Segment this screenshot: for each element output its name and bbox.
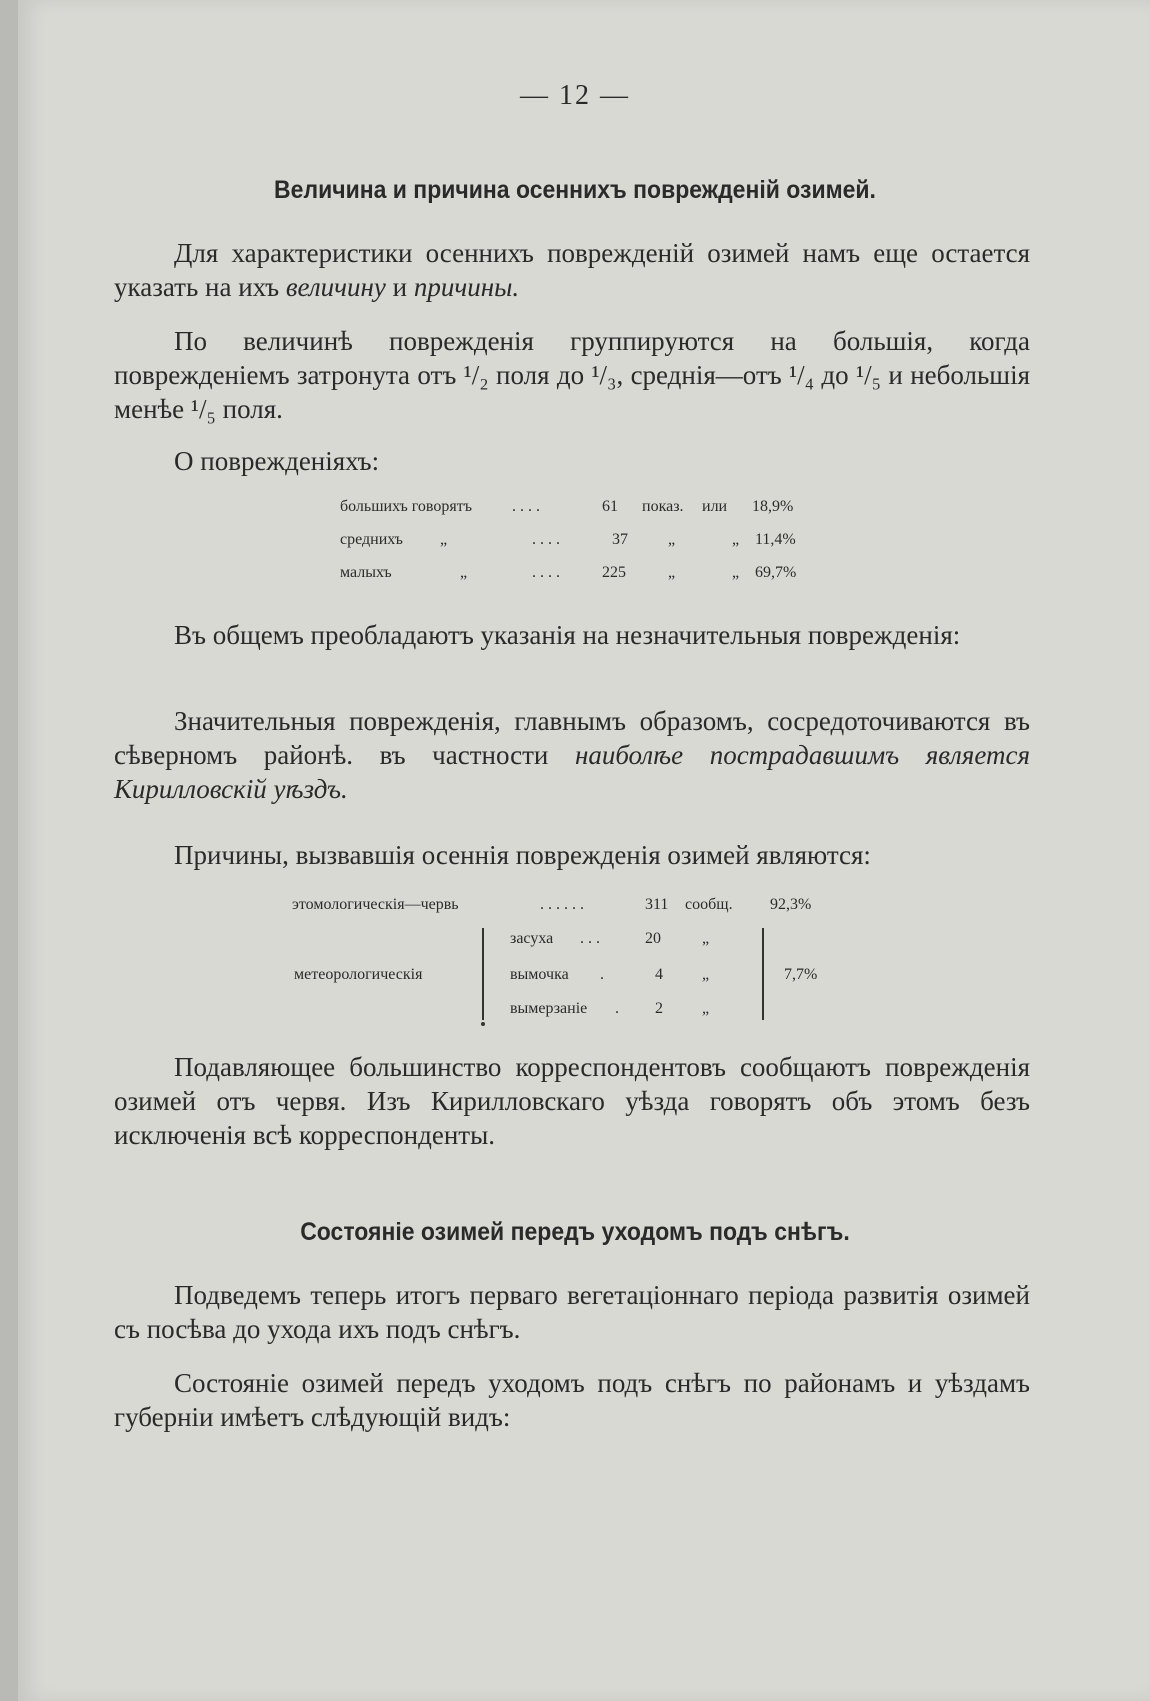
brace-dot: [481, 1022, 485, 1026]
paragraph-district-state: Состояніе озимей передъ уходомъ подъ снѣгъ по районамъ и уѣздамъ губерніи имѣетъ слѣдующій видъ:: [114, 1368, 1030, 1432]
row-label: засуха: [510, 930, 554, 947]
paragraph-intro: [114, 236, 1030, 304]
row-value: 225: [602, 564, 626, 581]
leader-dots: . . . .: [532, 564, 560, 581]
damage-row-medium: [340, 523, 860, 556]
row-conj: или: [702, 498, 728, 515]
row-percent: 11,4%: [755, 531, 796, 548]
italic-text: наиболѣе пострадавшимъ является Кирилловскій уѣздъ.: [114, 740, 1030, 804]
row-unit: „: [668, 531, 676, 548]
meteo-percent: 7,7%: [784, 966, 818, 983]
section-heading-damage: Величина и причина осеннихъ поврежденій озимей.: [274, 176, 876, 204]
row-value: 311: [645, 896, 669, 913]
meteo-row-soaking: [510, 958, 730, 991]
meteo-row-drought: [510, 922, 730, 955]
paragraph-causes: Причины, вызвавшія осеннія поврежденія озимей являются:: [174, 840, 871, 870]
row-percent: 18,9%: [752, 498, 794, 515]
row-label: среднихъ: [340, 531, 403, 548]
row-percent: 92,3%: [770, 896, 812, 913]
leader-dots: . . . .: [532, 531, 560, 548]
row-conj: „: [732, 564, 740, 581]
ditto-mark: „: [702, 1000, 710, 1017]
ditto-mark: „: [440, 531, 448, 548]
leader-dots: .: [615, 1000, 619, 1017]
leader-dots: . . .: [580, 930, 600, 947]
brace-right: [762, 928, 764, 1020]
leader-dots: . . . . . .: [540, 896, 584, 913]
text-run: Значительныя поврежденія, главнымъ образомъ, сосредоточиваются въ сѣверномъ районѣ. въ частности: [114, 706, 1030, 770]
cause-row-entomological: [292, 888, 852, 921]
row-percent: 69,7%: [755, 564, 797, 581]
paragraph-damage-intro: О поврежденіяхъ:: [174, 446, 380, 476]
text-run: Для характеристики осеннихъ поврежденій озимей намъ еще остается указать на ихъ: [114, 238, 1030, 302]
paragraph-damage-size: По величинѣ поврежденія группируются на большія, когда поврежденіемъ затронута отъ ¹/₂ поля до ¹/₃, среднія—отъ ¹/₄ до ¹/₅ и небольшія менѣе ¹/₅ поля.: [114, 326, 1030, 424]
damage-row-large: [340, 490, 794, 523]
row-label: большихъ говорятъ: [340, 498, 472, 515]
italic-text: величину: [285, 272, 386, 302]
brace-left: [482, 928, 484, 1020]
paragraph-vegetation-period: Подведемъ теперь итогъ перваго вегетаціоннаго періода развитія озимей съ посѣва до ухода ихъ подъ снѣгъ.: [114, 1280, 1030, 1344]
damage-table: [340, 490, 860, 600]
ditto-mark: „: [702, 966, 710, 983]
row-unit: „: [668, 564, 676, 581]
meteo-group-label: метеорологическія: [294, 966, 423, 983]
row-value: 20: [645, 930, 661, 947]
row-value: 61: [602, 498, 618, 515]
leader-dots: . . . .: [512, 498, 540, 515]
damage-row-small: [340, 556, 860, 589]
row-label: вымерзаніе: [510, 1000, 588, 1017]
meteo-row-freezing: [510, 992, 730, 1025]
page-number: — 12 —: [520, 80, 630, 111]
leader-dots: .: [600, 966, 604, 983]
row-unit: сообщ.: [685, 896, 733, 913]
row-value: 2: [655, 1000, 663, 1017]
row-label: вымочка: [510, 966, 569, 983]
row-conj: „: [732, 531, 740, 548]
text-run: и: [385, 272, 414, 302]
row-label: этомологическія—червь: [292, 896, 459, 913]
paragraph-majority: Подавляющее большинство корреспондентовъ сообщаютъ поврежденія озимей отъ червя. Изъ Кирилловскаго уѣзда говорятъ объ этомъ безъ исключенія всѣ корреспонденты.: [114, 1052, 1030, 1150]
row-unit: показ.: [642, 498, 684, 515]
row-label: малыхъ: [340, 564, 392, 581]
row-value: 4: [655, 966, 663, 983]
causes-table: [292, 888, 852, 1028]
paragraph-summary: Въ общемъ преобладаютъ указанія на незначительныя поврежденія:: [174, 620, 961, 650]
italic-text: причины.: [413, 272, 520, 302]
row-value: 37: [612, 531, 628, 548]
section-heading-winter-state: Состояніе озимей передъ уходомъ подъ снѣгъ.: [300, 1218, 850, 1246]
ditto-mark: „: [460, 564, 468, 581]
ditto-mark: „: [702, 930, 710, 947]
paragraph-north-district: [114, 704, 1030, 806]
